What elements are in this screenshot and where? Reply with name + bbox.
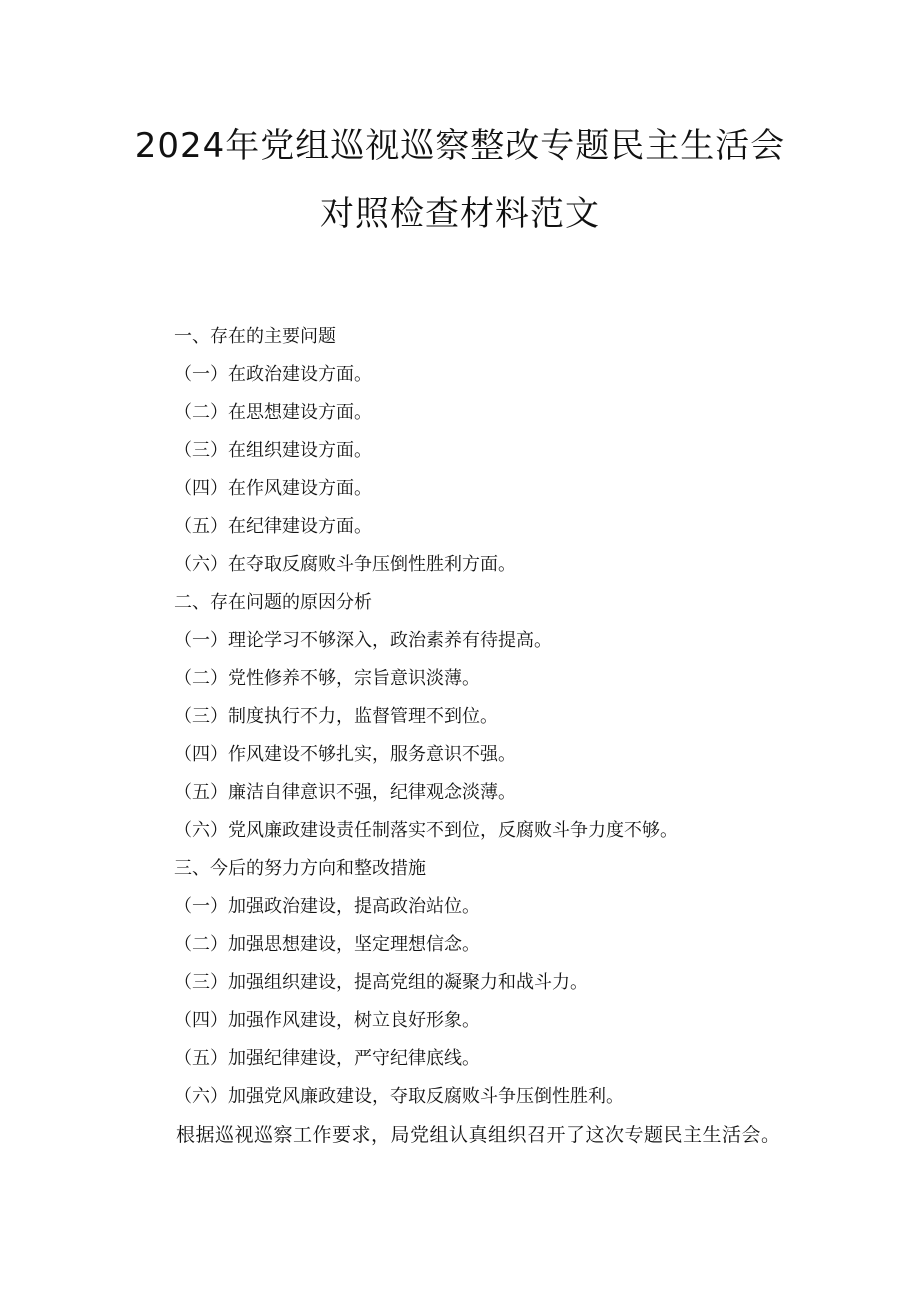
list-item: （四）作风建设不够扎实，服务意识不强。 xyxy=(174,744,516,765)
section-heading: 二、存在问题的原因分析 xyxy=(174,592,372,613)
list-item: （五）廉洁自律意识不强，纪律观念淡薄。 xyxy=(174,782,516,803)
document-title-line-2: 对照检查材料范文 xyxy=(320,194,600,234)
list-item: （四）在作风建设方面。 xyxy=(174,478,372,499)
list-item: （六）在夺取反腐败斗争压倒性胜利方面。 xyxy=(174,554,516,575)
section-heading: 一、存在的主要问题 xyxy=(174,326,336,347)
list-item: （五）加强纪律建设，严守纪律底线。 xyxy=(174,1048,480,1069)
list-item: （一）加强政治建设，提高政治站位。 xyxy=(174,896,480,917)
closing-paragraph: 根据巡视巡察工作要求，局党组认真组织召开了这次专题民主生活会。 xyxy=(176,1124,781,1146)
list-item: （二）加强思想建设，坚定理想信念。 xyxy=(174,934,480,955)
section-heading: 三、今后的努力方向和整改措施 xyxy=(174,858,426,879)
list-item: （二）党性修养不够，宗旨意识淡薄。 xyxy=(174,668,480,689)
list-item: （六）党风廉政建设责任制落实不到位，反腐败斗争力度不够。 xyxy=(174,820,678,841)
list-item: （二）在思想建设方面。 xyxy=(174,402,372,423)
list-item: （三）在组织建设方面。 xyxy=(174,440,372,461)
list-item: （五）在纪律建设方面。 xyxy=(174,516,372,537)
list-item: （一）理论学习不够深入，政治素养有待提高。 xyxy=(174,630,552,651)
list-item: （三）制度执行不力，监督管理不到位。 xyxy=(174,706,498,727)
document-title-line-1: 2024年党组巡视巡察整改专题民主生活会 xyxy=(134,126,786,166)
list-item: （一）在政治建设方面。 xyxy=(174,364,372,385)
list-item: （三）加强组织建设，提高党组的凝聚力和战斗力。 xyxy=(174,972,588,993)
list-item: （六）加强党风廉政建设，夺取反腐败斗争压倒性胜利。 xyxy=(174,1086,624,1107)
list-item: （四）加强作风建设，树立良好形象。 xyxy=(174,1010,480,1031)
document-body xyxy=(0,322,920,1158)
